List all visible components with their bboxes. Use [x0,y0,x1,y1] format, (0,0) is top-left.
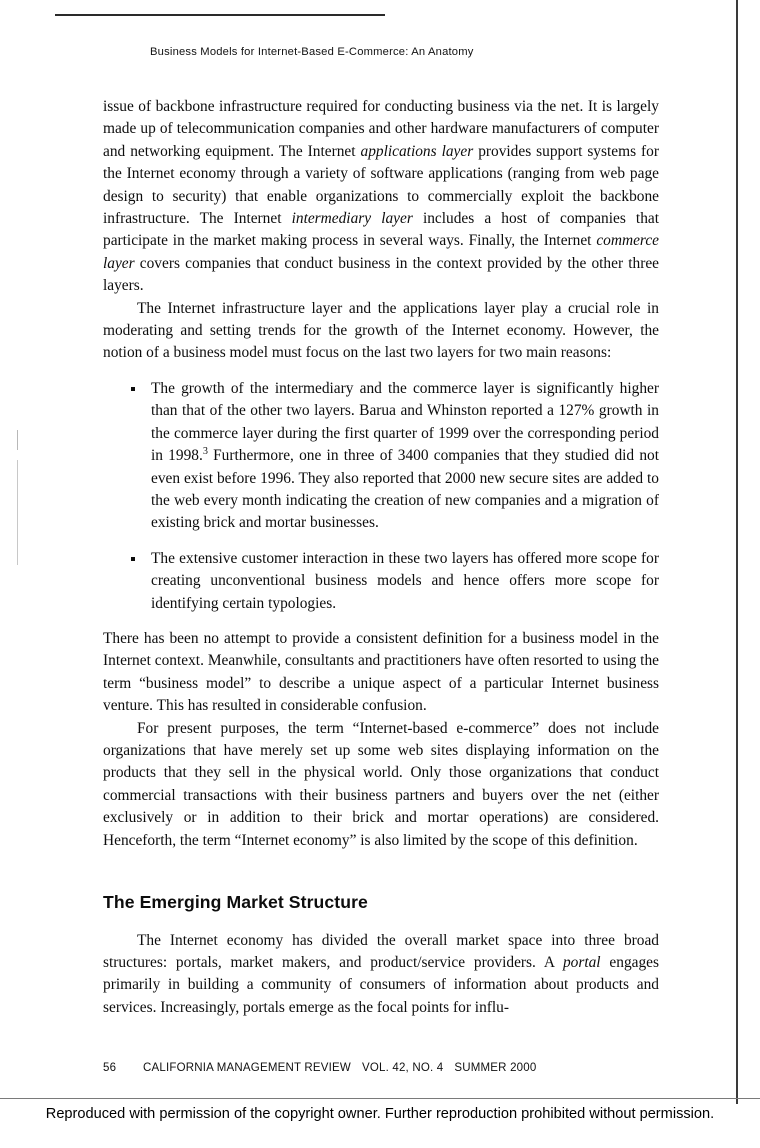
paragraph-2: The Internet infrastructure layer and the applications layer play a crucial role in moderating and setting trends for the growth of the Internet economy. However, the notion of a business model must focus on the last two layers for two main reasons: [103,299,659,362]
paragraph-1 [103,96,659,298]
bullet-square-icon [131,387,135,391]
reasons-list [103,378,659,615]
paragraph-3: There has been no attempt to provide a consistent definition for a business model in the Internet context. Meanwhile, consultants and practitioners have often resorted to using the term “business model” to describe a unique aspect of a particular Internet business venture. This has resulted in considerable confusion. [103,629,659,715]
bullet-2-text: The extensive customer interaction in these two layers has offered more scope for creating unconventional business models and hence offers more scope for identifying certain typologies. [151,549,659,612]
bullet-1-part-b: Furthermore, one in three of 3400 companies that they studied did not even exist before 1996. They also reported that 2000 new secure sites are added to the web every month indicating the creation of new companies and a migration of existing brick and mortar businesses. [151,447,659,532]
list-item [103,548,659,615]
paragraph-1-part-b: provides support systems for the Internet economy through a variety of software applications (ranging from web page design to security) that enable organizations to commercially exploit the backbone infrastructure. The Internet [103,142,659,228]
paragraph-5 [103,930,659,1020]
section-heading: The Emerging Market Structure [103,892,368,912]
page-content [103,0,659,1019]
footer-journal: CALIFORNIA MANAGEMENT REVIEW [143,1062,351,1074]
body-text [103,96,659,1019]
list-item [103,378,659,535]
paragraph-5-part-b: engages primarily in building a community of consumers of information about products and services. Increasingly, portals emerge as the focal points for influ- [103,954,659,1016]
paragraph-4: For present purposes, the term “Internet-based e-commerce” does not include organizations that have merely set up some web sites displaying information on the products that they sell in the physical world. Only those organizations that conduct commercial transactions with their business partners and buyers over the net (either exclusively or in addition to their brick and mortar operations) are considered. Henceforth, the term “Internet economy” is also limited by the scope of this definition. [103,719,659,849]
paragraph-5-part-a: The Internet economy has divided the overall market space into three broad structures: portals, market makers, and product/service providers. A [103,931,659,971]
footer-volume: VOL. 42, NO. 4 [361,1062,444,1074]
paragraph-1-part-d: covers companies that conduct business in the context provided by the other three layers. [103,254,659,295]
left-margin-mark [17,430,18,450]
paragraph-1-part-c: includes a host of companies that participate in the market making process in several ways. Finally, the Internet [103,210,660,250]
left-margin-mark-2 [17,460,18,565]
term-commerce-layer: commerce layer [103,232,659,272]
bullet-square-icon [131,557,135,561]
bullet-1-part-a: The growth of the intermediary and the commerce layer is significantly higher than that of the other two layers. Barua and Whinston reported a 127% growth in the commerce layer during the first quarter of 1999 over the corresponding period in 1998. [151,379,659,465]
bottom-divider [0,1098,760,1099]
running-head: Business Models for Internet-Based E-Commerce: An Anatomy [150,46,474,58]
footnote-marker-3: 3 [202,445,208,457]
term-intermediary-layer: intermediary layer [291,210,413,228]
right-margin-rule [736,0,738,1104]
paragraph-1-part-a: issue of backbone infrastructure required for conducting business via the net. It is largely made up of telecommunication companies and other hardware manufacturers of computer and networking equipment. The Internet [103,98,659,160]
permission-notice: Reproduced with permission of the copyright owner. Further reproduction prohibited without permission. [45,1106,715,1122]
term-applications-layer: applications layer [360,142,474,160]
footer-issue: SUMMER 2000 [454,1062,537,1074]
page-footer [103,1062,663,1074]
footer-page-number: 56 [103,1062,117,1074]
term-portal: portal [562,954,601,971]
